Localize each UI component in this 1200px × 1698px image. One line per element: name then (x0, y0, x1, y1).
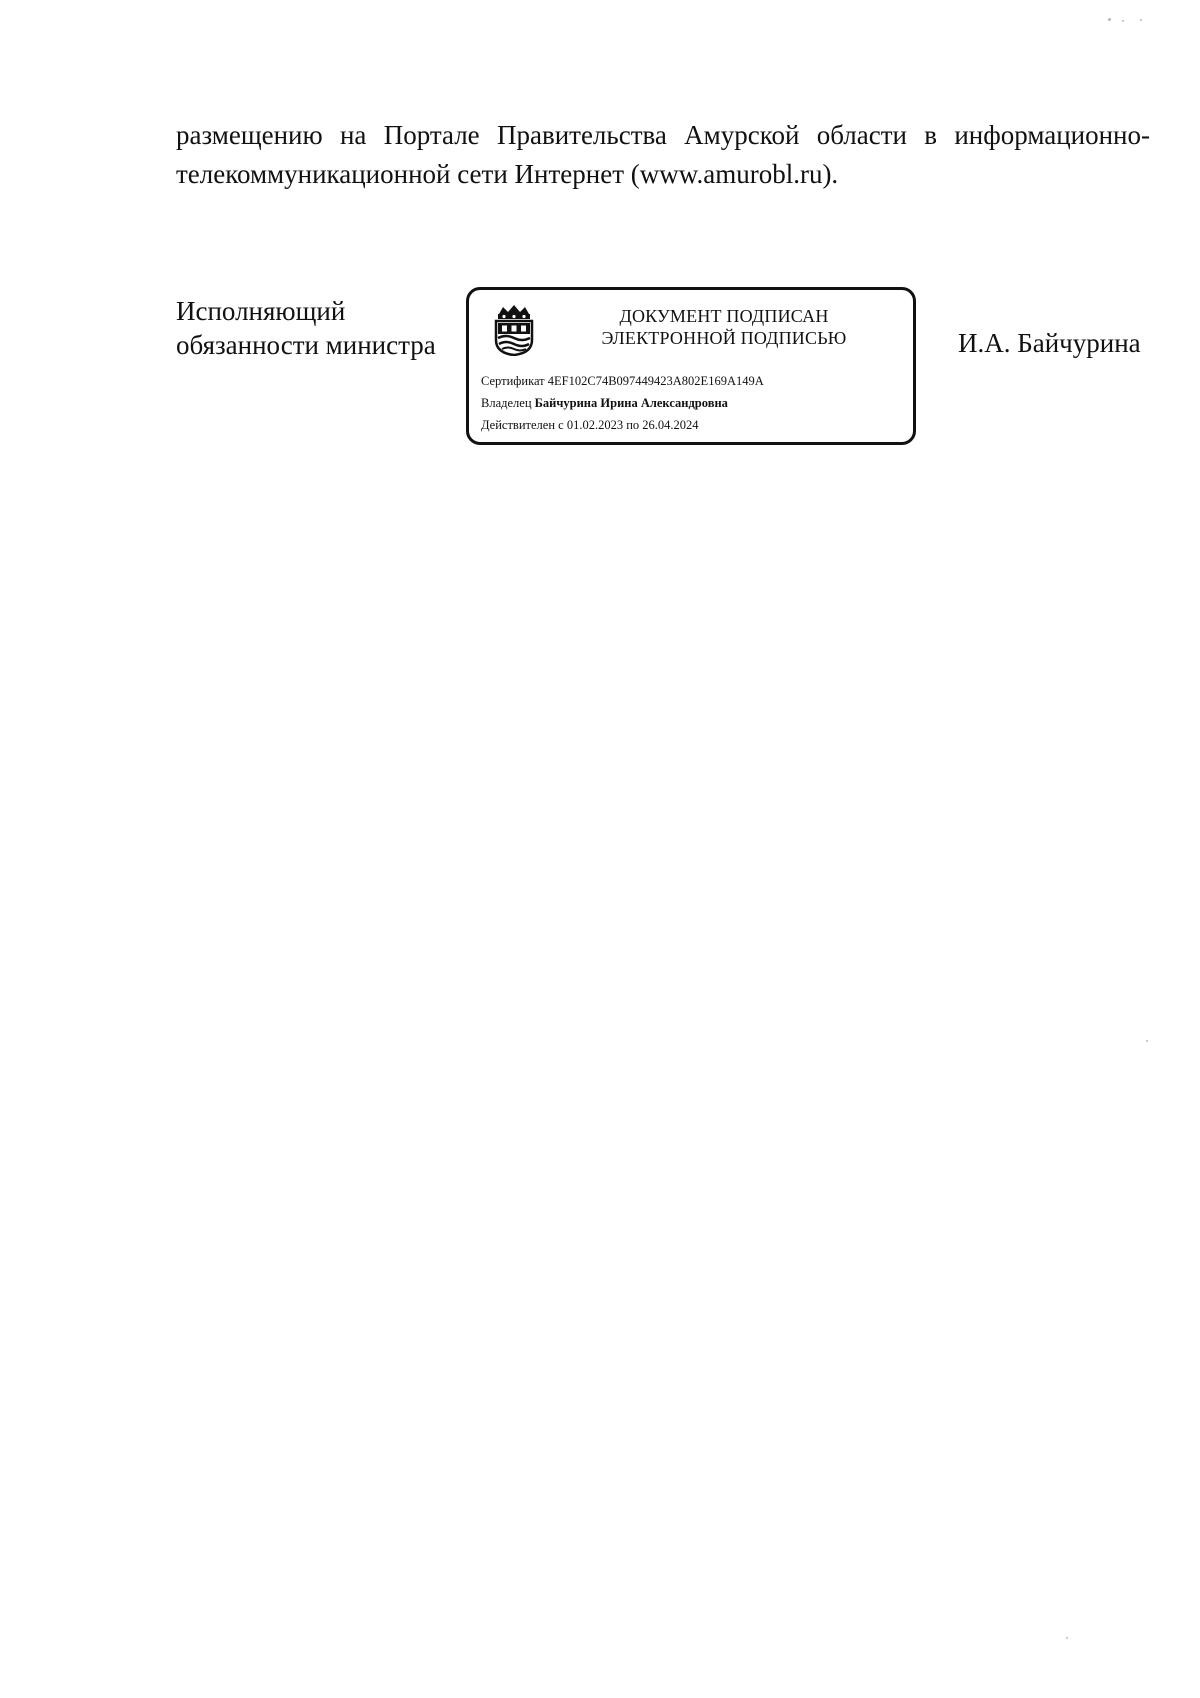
scan-speck (1146, 1040, 1148, 1042)
validity-to-date: 26.04.2024 (642, 418, 699, 432)
stamp-heading-line-1: ДОКУМЕНТ ПОДПИСАН (619, 306, 829, 326)
validity-to-prefix: по (626, 418, 640, 432)
owner-value: Байчурина Ирина Александровна (534, 396, 728, 410)
certificate-label: Сертификат (481, 374, 545, 388)
validity-from-prefix: с (558, 418, 564, 432)
scan-speck (1140, 19, 1142, 21)
electronic-signature-stamp (466, 287, 916, 445)
owner-label: Владелец (481, 396, 532, 410)
body-line-1: размещению на Портале Правительства Амурской области в информационно- (176, 120, 1150, 150)
validity-from-date: 01.02.2023 (566, 418, 624, 432)
stamp-heading (559, 305, 889, 349)
amur-region-coat-of-arms-icon (493, 304, 535, 356)
stamp-details (481, 370, 764, 436)
validity-label: Действителен (481, 418, 556, 432)
owner-row (481, 392, 764, 414)
certificate-value: 4EF102C74B097449423A802E169A149A (547, 374, 764, 388)
signer-position-line-1: Исполняющий (176, 296, 346, 326)
validity-row (481, 414, 764, 436)
body-line-2: телекоммуникационной сети Интернет (www.amurobl.ru). (176, 159, 839, 189)
scan-speck (1108, 18, 1111, 21)
certificate-row (481, 370, 764, 392)
stamp-heading-line-2: ЭЛЕКТРОННОЙ ПОДПИСЬЮ (601, 328, 847, 348)
signer-name: И.А. Байчурина (958, 328, 1141, 358)
scan-speck (1066, 1637, 1068, 1639)
body-paragraph (176, 116, 1150, 194)
scan-speck (1122, 20, 1124, 22)
signer-position (176, 294, 436, 362)
signer-position-line-2: обязанности министра (176, 330, 436, 360)
